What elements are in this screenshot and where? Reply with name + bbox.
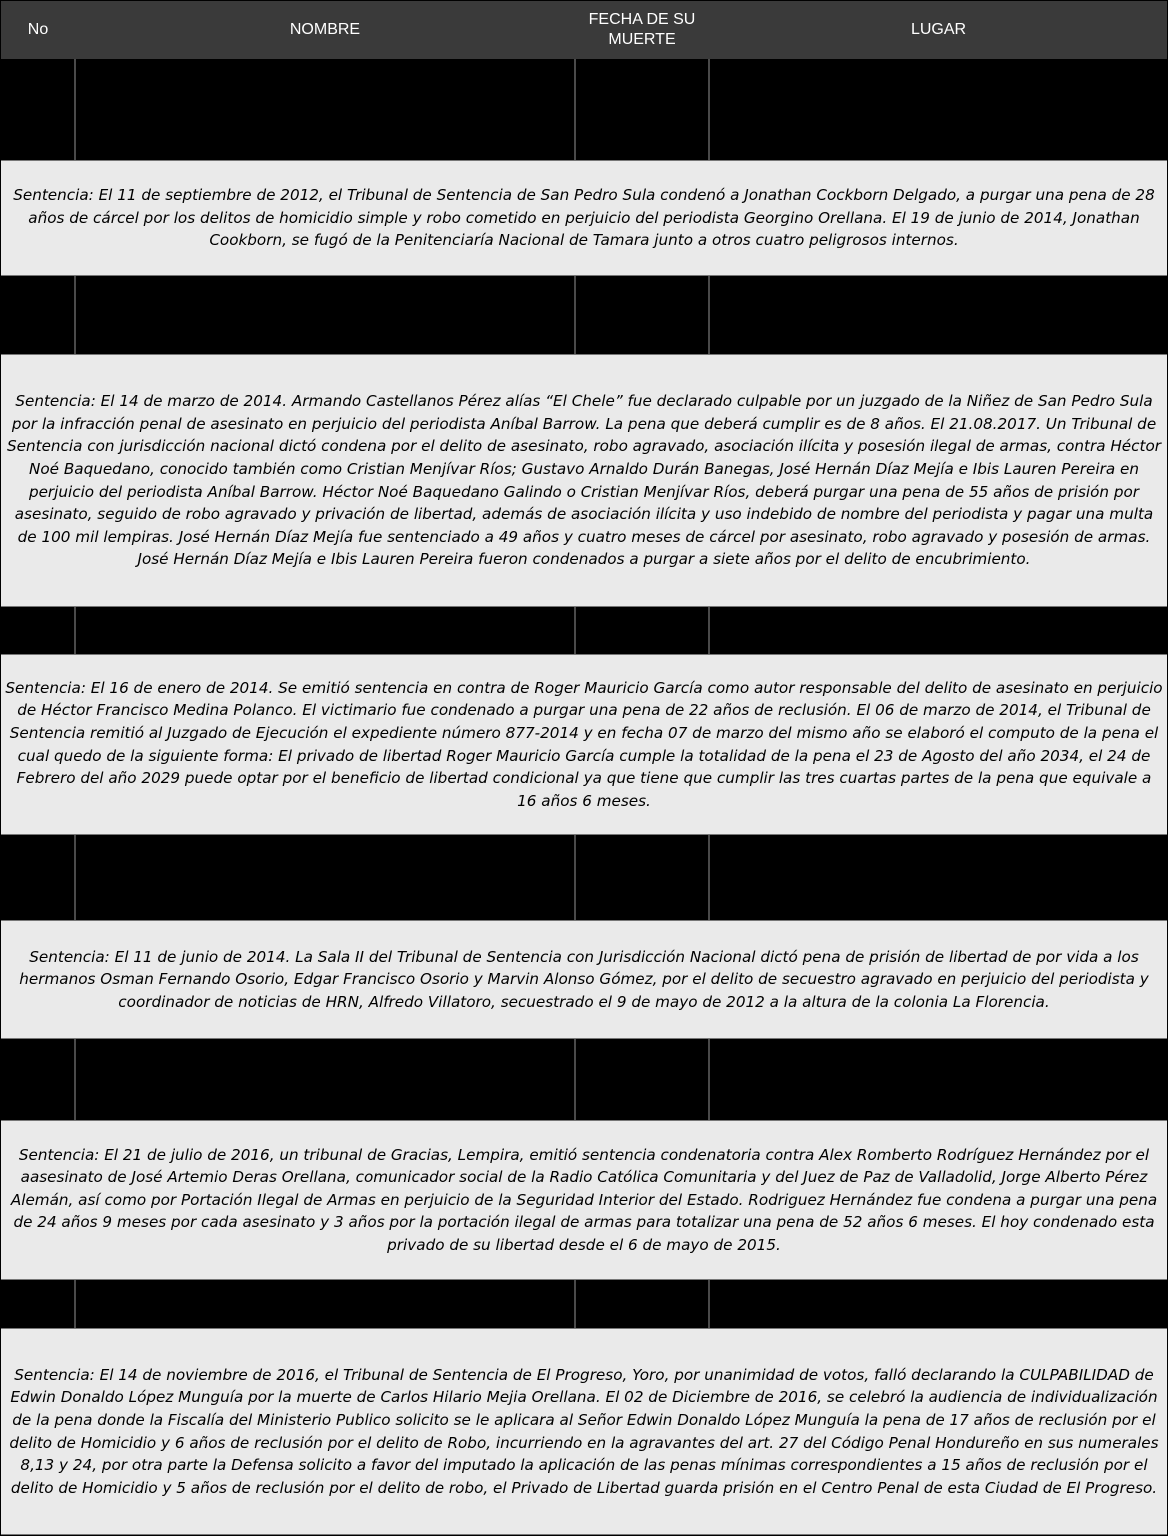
sentencia-text-3 xyxy=(1,654,1167,835)
sentencia-text-2 xyxy=(1,354,1167,607)
header-fecha-muerte: FECHA DE SU MUERTE xyxy=(588,11,696,48)
redacted-row xyxy=(1,1039,1167,1120)
redacted-row xyxy=(1,835,1167,920)
header-no: No xyxy=(27,21,49,38)
sentencia-paragraph: Sentencia: El 16 de enero de 2014. Se emitió sentencia en contra de Roger Mauricio García como autor responsable del delito de asesinato en perjuicio de Héctor Francisco Medina Polanco. El victimario fue condenado a purgar una pena de 22 años de reclusión. El 06 de marzo de 2014, el Tribunal de Sentencia remitió al Juzgado de Ejecución el expediente número 877-2014 y en fecha 07 de marzo del mismo año se elaboró el computo de la pena el cual quedo de la siguiente forma: El privado de libertad Roger Mauricio García cumple la totalidad de la pena el 23 de Agosto del año 2034, el 24 de Febrero del año 2029 puede optar por el beneficio de libertad condicional ya que tiene que cumplir las tres cuartas partes de la pena que equivale a 16 años 6 meses. xyxy=(5,678,1163,810)
sentencia-text-1 xyxy=(1,160,1167,276)
sentencia-paragraph: Sentencia: El 21 de julio de 2016, un tribunal de Gracias, Lempira, emitió sentencia condenatoria contra Alex Romberto Rodríguez Hernández por el aasesinato de José Artemio Deras Orellana, comunicador social de la Radio Católica Comunitaria y del Juez de Paz de Valladolid, Jorge Alberto Pérez Alemán, así como por Portación Ilegal de Armas en perjuicio de la Seguridad Interior del Estado. Rodriguez Hernández fue condena a purgar una pena de 24 años 9 meses por cada asesinato y 3 años por la portación ilegal de armas para totalizar una pena de 52 años 6 meses. El hoy condenado esta privado de su libertad desde el 6 de mayo de 2015. xyxy=(10,1145,1158,1254)
sentencia-paragraph: Sentencia: El 14 de marzo de 2014. Armando Castellanos Pérez alías “El Chele” fue declarado culpable por un juzgado de la Niñez de San Pedro Sula por la infracción penal de asesinato en perjuicio del periodista Aníbal Barrow. La pena que deberá cumplir es de 8 años. El 21.08.2017. Un Tribunal de Sentencia con jurisdicción nacional dictó condena por el delito de asesinato, robo agravado, asociación ilícita y posesión ilegal de armas, contra Héctor Noé Baquedano, conocido también como Cristian Menjívar Ríos; Gustavo Arnaldo Durán Banegas, José Hernán Díaz Mejía e Ibis Lauren Pereira en perjuicio del periodista Aníbal Barrow. Héctor Noé Baquedano Galindo o Cristian Menjívar Ríos, deberá purgar una pena de 55 años de prisión por asesinato, seguido de robo agravado y privación de libertad, además de asociación ilícita y uso indebido de nombre del periodista y pagar una multa de 100 mil lempiras. José Hernán Díaz Mejía fue sentenciado a 49 años y cuatro meses de cárcel por asesinato, robo agravado y posesión de armas. José Hernán Díaz Mejía e Ibis Lauren Pereira fueron condenados a purgar a siete años por el delito de encubrimiento. xyxy=(7,392,1161,569)
sentencia-paragraph: Sentencia: El 11 de junio de 2014. La Sala II del Tribunal de Sentencia con Jurisdicción Nacional dictó pena de prisión de libertad de por vida a los hermanos Osman Fernando Osorio, Edgar Francisco Osorio y Marvin Alonso Gómez, por el delito de secuestro agravado en perjuicio del periodista y coordinador de noticias de HRN, Alfredo Villatoro, secuestrado el 9 de mayo de 2012 a la altura de la colonia La Florencia. xyxy=(19,947,1149,1011)
sentencia-text-6 xyxy=(1,1328,1167,1535)
redacted-row xyxy=(1,1280,1167,1328)
header-lugar: LUGAR xyxy=(910,21,967,38)
redacted-row xyxy=(1,607,1167,654)
header-nombre: NOMBRE xyxy=(289,21,361,38)
sentencia-paragraph: Sentencia: El 11 de septiembre de 2012, el Tribunal de Sentencia de San Pedro Sula condenó a Jonathan Cockborn Delgado, a purgar una pena de 28 años de cárcel por los delitos de homicidio simple y robo cometido en perjuicio del periodista Georgino Orellana. El 19 de junio de 2014, Jonathan Cookborn, se fugó de la Penitenciaría Nacional de Tamara junto a otros cuatro peligrosos internos. xyxy=(13,186,1155,250)
sentencia-paragraph: Sentencia: El 14 de noviembre de 2016, el Tribunal de Sentencia de El Progreso, Yoro, por unanimidad de votos, falló declarando la CULPABILIDAD de Edwin Donaldo López Munguía por la muerte de Carlos Hilario Mejia Orellana. El 02 de Diciembre de 2016, se celebró la audiencia de individualización de la pena donde la Fiscalía del Ministerio Publico solicito se le aplicara al Señor Edwin Donaldo López Munguía la pena de 17 años de reclusión por el delito de Homicidio y 6 años de reclusión por el delito de Robo, incurriendo en la agravantes del art. 27 del Código Penal Hondureño en sus numerales 8,13 y 24, por otra parte la Defensa solicito a favor del imputado la aplicación de las penas mínimas correspondientes a 15 años de reclusión por el delito de Homicidio y 5 años de reclusión por el delito de robo, el Privado de Libertad guarda prisión en el Centro Penal de esta Ciudad de El Progreso. xyxy=(9,1365,1159,1497)
redacted-row xyxy=(1,59,1167,160)
sentencia-text-5 xyxy=(1,1120,1167,1280)
redacted-row xyxy=(1,276,1167,354)
sentencia-text-4 xyxy=(1,920,1167,1039)
table-header xyxy=(1,1,1167,59)
